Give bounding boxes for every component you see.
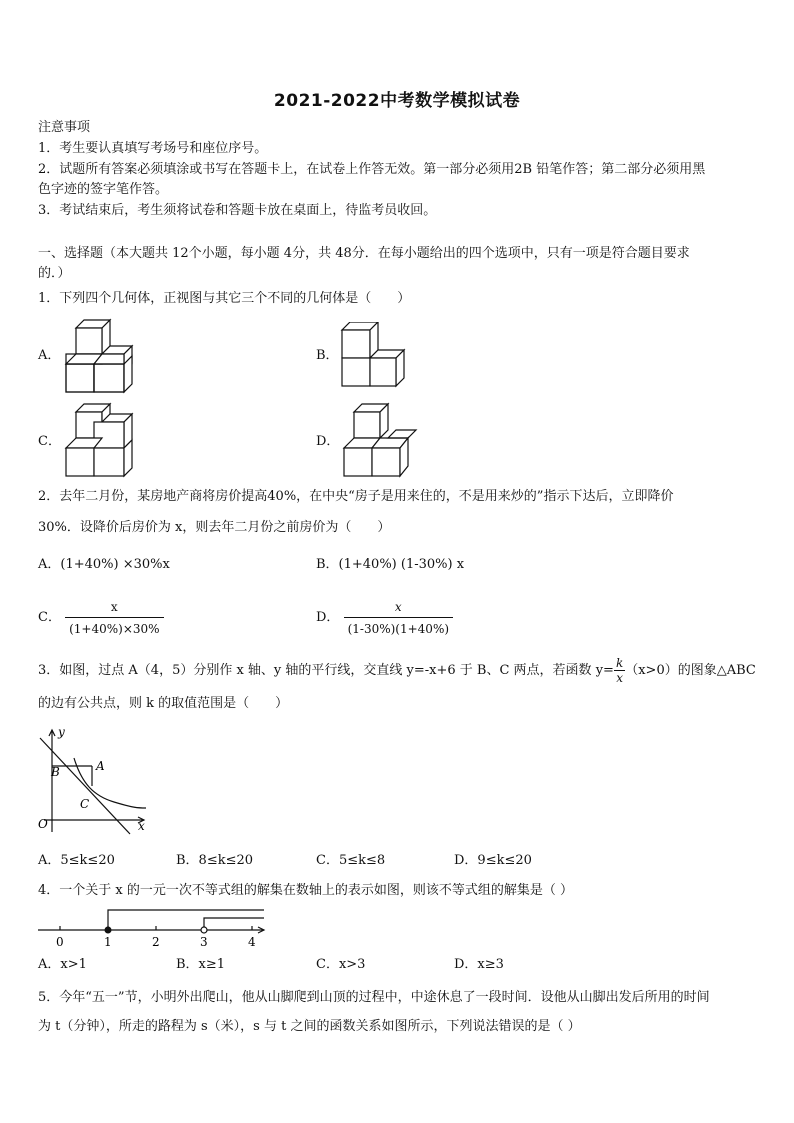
q3-fraction-numerator: k [615, 656, 624, 670]
q1-option-a-label[interactable]: A． [38, 348, 61, 363]
q4-number-line [36, 906, 268, 950]
q2-option-d-denominator: (1-30%)(1+40%) [344, 617, 453, 639]
q2-option-c[interactable] [38, 597, 164, 639]
q3-option-c[interactable]: C．5≤k≤8 [316, 853, 386, 868]
q3-graph-x-label: x [138, 819, 145, 833]
q1-option-d-label[interactable]: D． [316, 434, 340, 449]
q3-graph-point-b: B [51, 765, 60, 779]
q4-stem: 4．一个关于 x 的一元一次不等式组的解集在数轴上的表示如图，则该不等式组的解集是（ ） [38, 883, 574, 898]
q2-stem-line2: 30%．设降价后房价为 x，则去年二月份之前房价为（ ） [38, 520, 391, 535]
q3-graph [34, 724, 150, 838]
q2-option-d-fraction [344, 597, 453, 639]
q1-option-c-label[interactable]: C． [38, 434, 61, 449]
q2-option-b[interactable]: B．(1+40%) (1-30%) x [316, 557, 465, 572]
q4-option-c[interactable]: C．x>3 [316, 957, 366, 972]
q3-stem-line2: 的边有公共点，则 k 的取值范围是（ ） [38, 696, 289, 711]
exam-title: 2021-2022中考数学模拟试卷 [273, 91, 521, 111]
q1-option-b-label[interactable]: B． [316, 348, 339, 363]
q3-option-b[interactable]: B．8≤k≤20 [176, 853, 254, 868]
q4-option-b[interactable]: B．x≥1 [176, 957, 226, 972]
q4-tick-4: 4 [248, 935, 256, 949]
q5-stem-line1: 5．今年“五一”节，小明外出爬山，他从山脚爬到山顶的过程中，中途休息了一段时间．设他从山脚出发后所用的时间 [38, 990, 710, 1005]
section-heading: 一、选择题（本大题共 12个小题，每小题 4分，共 48分．在每小题给出的四个选项中，只有一项是符合题目要求 [38, 246, 690, 261]
q4-tick-1: 1 [104, 935, 112, 949]
q2-option-c-numerator: x [110, 600, 118, 614]
q2-option-d[interactable] [316, 597, 453, 639]
q2-option-c-label: C． [38, 610, 61, 625]
notice-item: 色字迹的签字笔作答。 [38, 182, 169, 197]
q2-option-a[interactable]: A．(1+40%) ×30%x [38, 557, 170, 572]
q3-option-d[interactable]: D．9≤k≤20 [454, 853, 532, 868]
q1-option-c-figure [62, 400, 146, 480]
q3-graph-origin-label: O [38, 817, 48, 831]
q2-option-c-denominator: (1+40%)×30% [65, 617, 163, 639]
q4-option-a[interactable]: A．x>1 [38, 957, 87, 972]
notice-item: 3．考试结束后，考生须将试卷和答题卡放在桌面上，待监考员收回。 [38, 203, 437, 218]
q4-tick-3: 3 [200, 935, 208, 949]
q3-function-fraction [614, 656, 625, 685]
q3-stem-part1: 3．如图，过点 A（4，5）分别作 x 轴、y 轴的平行线，交直线 y=-x+6 于 B、C 两点，若函数 y= [38, 663, 614, 678]
q4-tick-0: 0 [56, 935, 64, 949]
q1-option-b-figure [338, 322, 422, 392]
q3-stem-line1 [38, 656, 758, 685]
notice-item: 2．试题所有答案必须填涂或书写在答题卡上，在试卷上作答无效。第一部分必须用2B 铅笔作答；第二部分必须用黑 [38, 162, 706, 177]
q2-option-d-label: D． [316, 610, 340, 625]
notice-heading: 注意事项 [38, 120, 91, 135]
q3-graph-point-c: C [80, 797, 90, 811]
q4-option-d[interactable]: D．x≥3 [454, 957, 504, 972]
q3-graph-y-label: y [58, 725, 65, 739]
q1-option-a-figure [62, 318, 142, 394]
q2-option-c-fraction [65, 597, 163, 639]
q3-graph-point-a: A [96, 759, 105, 773]
q4-tick-2: 2 [152, 935, 160, 949]
q3-fraction-denominator: x [614, 670, 625, 685]
q5-stem-line2: 为 t（分钟），所走的路程为 s（米），s 与 t 之间的函数关系如图所示，下列说法错误的是（ ） [38, 1019, 581, 1034]
q2-option-d-numerator: x [394, 600, 402, 614]
q1-stem: 1．下列四个几何体，正视图与其它三个不同的几何体是（ ） [38, 291, 411, 306]
q1-option-d-figure [340, 402, 424, 480]
notice-item: 1．考生要认真填写考场号和座位序号。 [38, 141, 268, 156]
q3-stem-part2: （x>0）的图象△ABC [625, 663, 756, 678]
q2-stem-line1: 2．去年二月份，某房地产商将房价提高40%，在中央“房子是用来住的，不是用来炒的”指示下达后，立即降价 [38, 489, 674, 504]
section-heading-cont: 的．） [38, 266, 71, 281]
q3-option-a[interactable]: A．5≤k≤20 [38, 853, 115, 868]
